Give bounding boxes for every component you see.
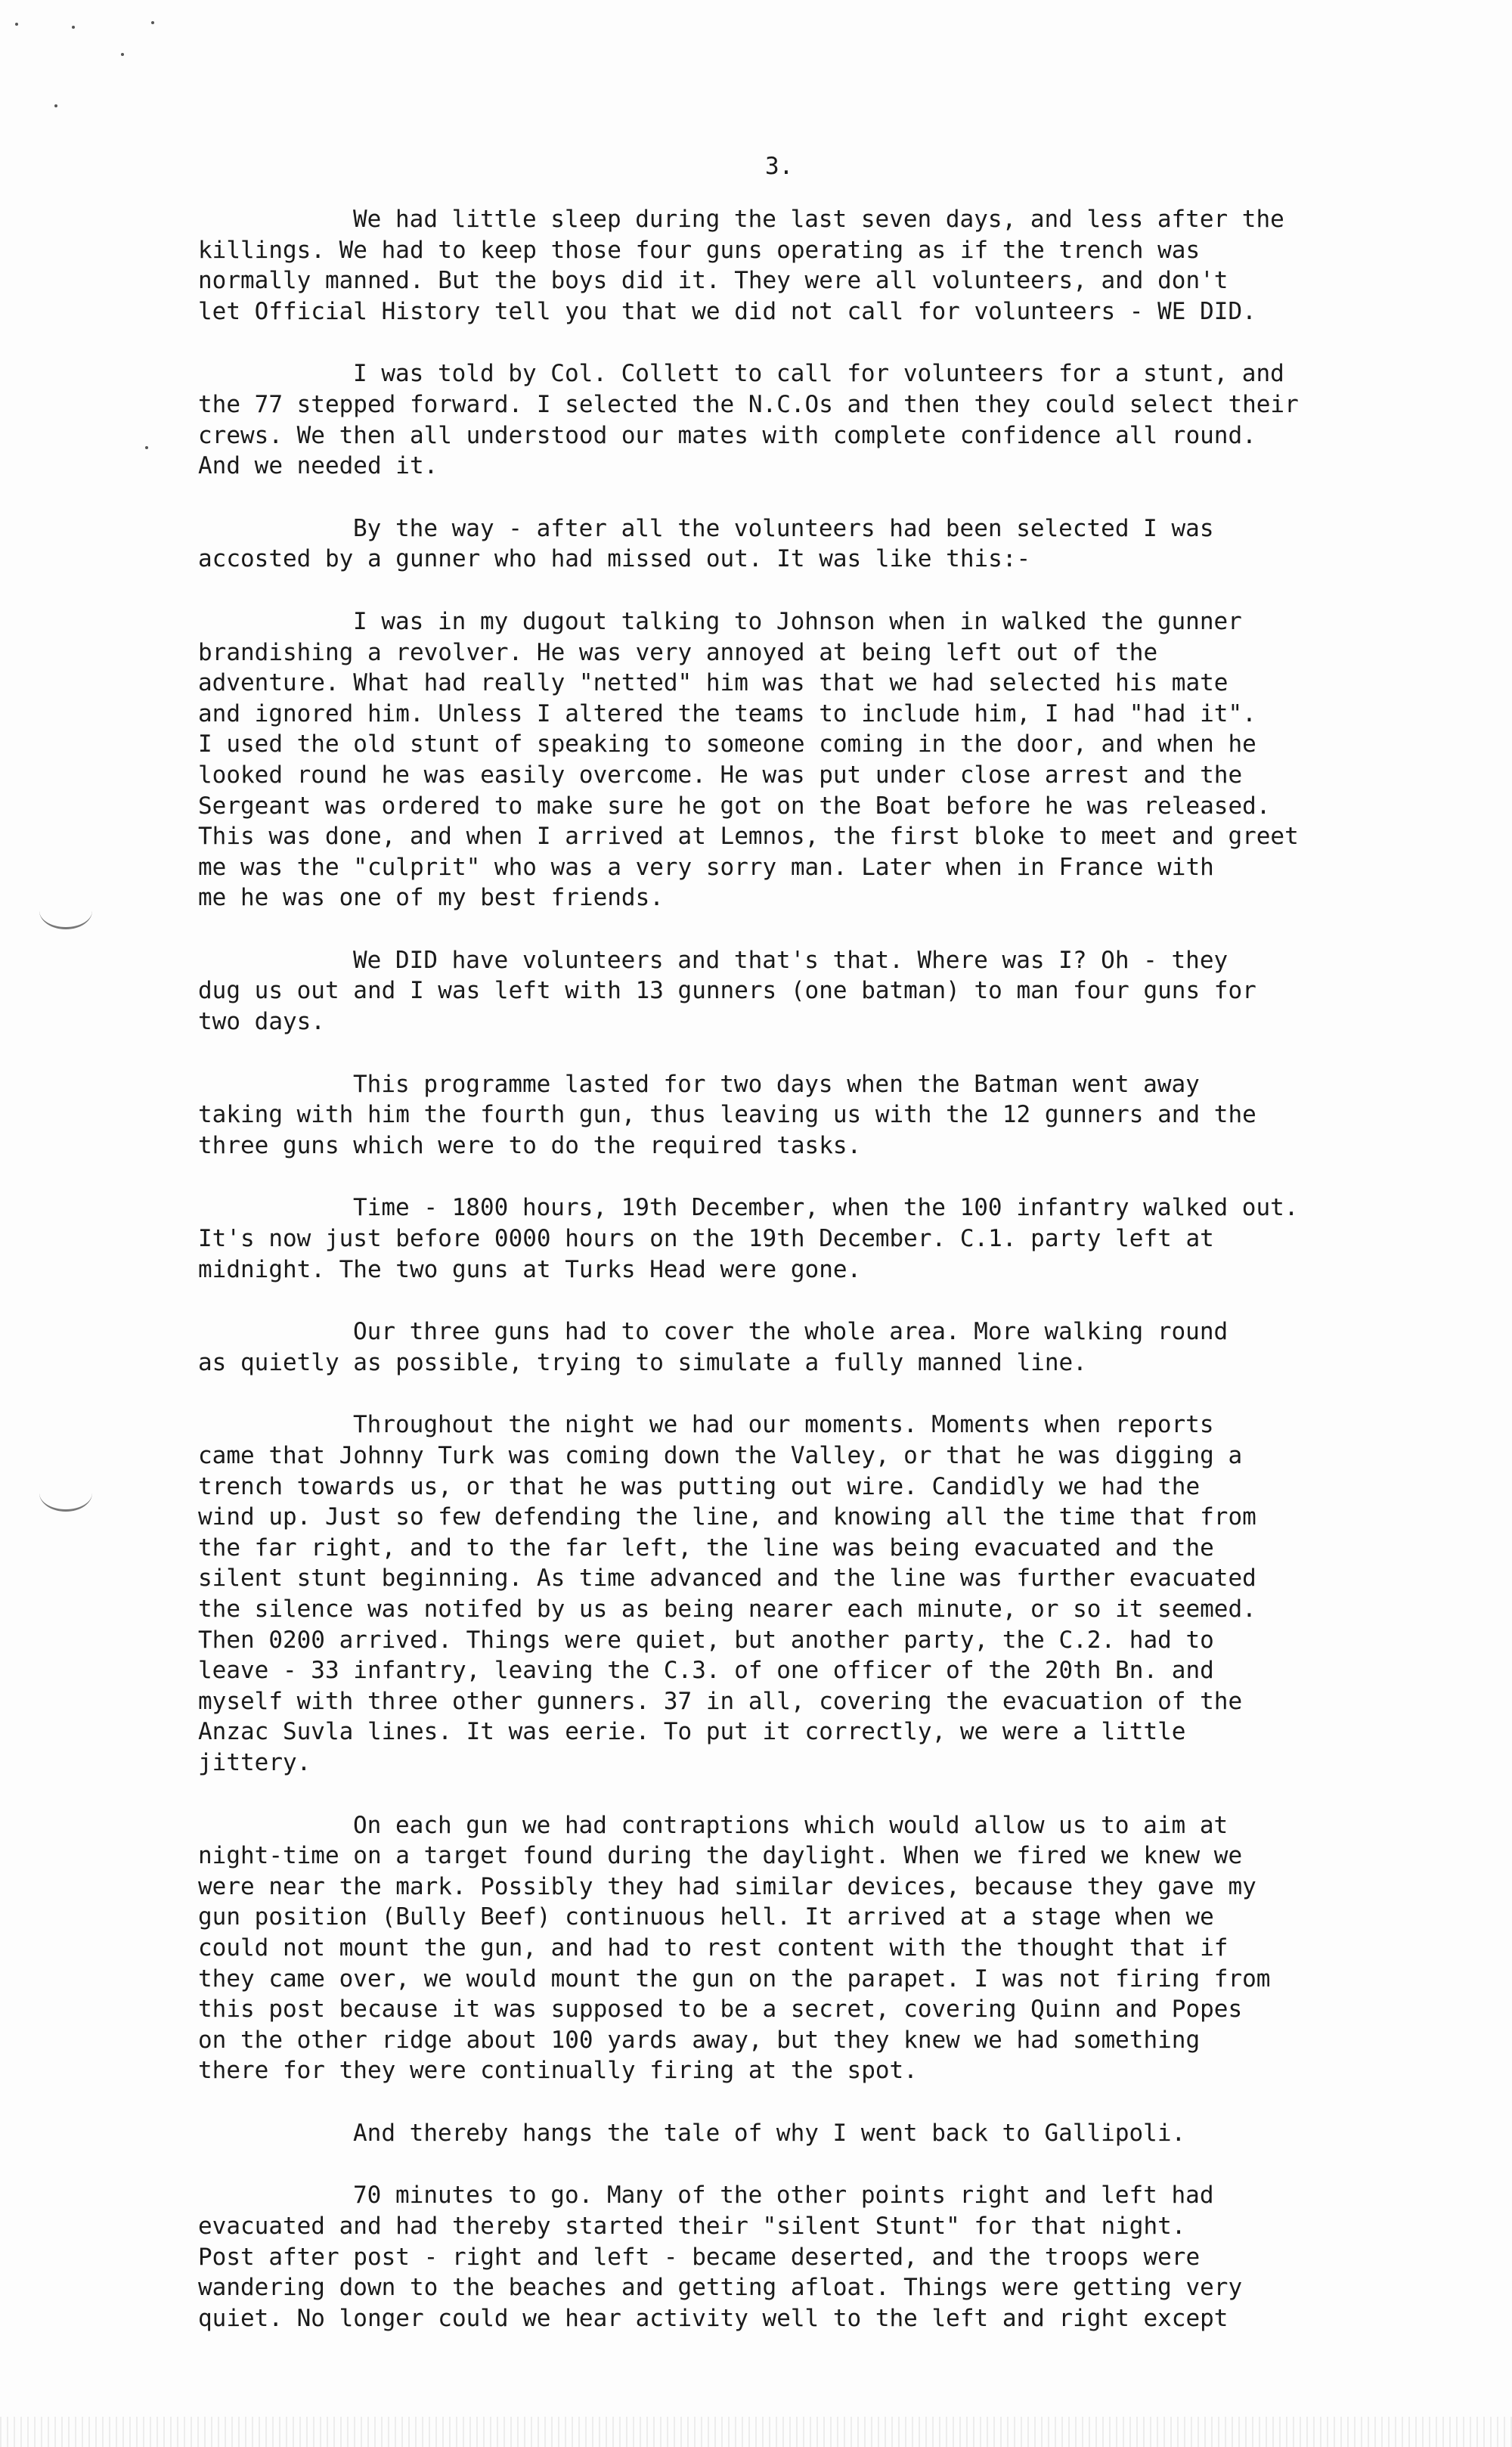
- text-line: trench towards us, or that he was putting out wire. Candidly we had the: [198, 1472, 1201, 1500]
- text-line: accosted by a gunner who had missed out. It was like this:-: [198, 545, 1031, 573]
- text-line: evacuated and had thereby started their "silent Stunt" for that night.: [198, 2213, 1186, 2241]
- paragraph: [198, 1410, 1423, 1778]
- text-line: the far right, and to the far left, the line was being evacuated and the: [198, 1534, 1214, 1562]
- text-line: I was in my dugout talking to Johnson when in walked the gunner: [353, 607, 1242, 635]
- text-line: came that Johnny Turk was coming down the Valley, or that he was digging a: [198, 1442, 1243, 1469]
- text-line: I was told by Col. Collett to call for volunteers for a stunt, and: [353, 360, 1284, 388]
- scan-speck: [145, 446, 148, 449]
- text-line: taking with him the fourth gun, thus leaving us with the 12 gunners and the: [198, 1101, 1256, 1129]
- text-line: This programme lasted for two days when the Batman went away: [353, 1070, 1200, 1098]
- text-line: By the way - after all the volunteers had been selected I was: [353, 514, 1214, 542]
- text-line: This was done, and when I arrived at Lemnos, the first bloke to meet and greet: [198, 823, 1299, 851]
- text-line: brandishing a revolver. He was very annoyed at being left out of the: [198, 638, 1158, 666]
- text-line: could not mount the gun, and had to rest content with the thought that if: [198, 1934, 1228, 1962]
- text-line: Sergeant was ordered to make sure he got on the Boat before he was released.: [198, 792, 1271, 820]
- text-line: Post after post - right and left - became deserted, and the troops were: [198, 2243, 1201, 2271]
- punch-hole-mark: [39, 892, 92, 929]
- scan-speck: [72, 26, 75, 29]
- text-line: We had little sleep during the last seven days, and less after the: [353, 206, 1284, 233]
- text-line: It's now just before 0000 hours on the 19th December. C.1. party left at: [198, 1225, 1214, 1253]
- text-line: silent stunt beginning. As time advanced and the line was further evacuated: [198, 1565, 1256, 1593]
- paragraph: [198, 513, 1423, 575]
- text-line: Throughout the night we had our moments. Moments when reports: [353, 1411, 1214, 1439]
- text-line: on the other ridge about 100 yards away, but they knew we had something: [198, 2026, 1201, 2054]
- paragraph: [198, 2180, 1423, 2334]
- text-line: wind up. Just so few defending the line, and knowing all the time that from: [198, 1503, 1256, 1531]
- text-line: let Official History tell you that we did not call for volunteers - WE DID.: [198, 297, 1256, 325]
- scan-speck: [15, 23, 18, 26]
- text-line: normally manned. But the boys did it. They were all volunteers, and don't: [198, 267, 1228, 295]
- text-line: wandering down to the beaches and getting afloat. Things were getting very: [198, 2274, 1243, 2302]
- text-line: quiet. No longer could we hear activity well to the left and right except: [198, 2304, 1228, 2332]
- text-line: leave - 33 infantry, leaving the C.3. of one officer of the 20th Bn. and: [198, 1657, 1214, 1685]
- text-line: this post because it was supposed to be a secret, covering Quinn and Popes: [198, 1996, 1243, 2024]
- text-line: We DID have volunteers and that's that. Where was I? Oh - they: [353, 946, 1228, 974]
- paragraph: [198, 358, 1423, 481]
- text-line: the 77 stepped forward. I selected the N.C.Os and then they could select their: [198, 390, 1299, 418]
- punch-hole-mark: [39, 1475, 92, 1512]
- text-line: two days.: [198, 1008, 325, 1036]
- text-line: On each gun we had contraptions which would allow us to aim at: [353, 1811, 1228, 1839]
- text-line: adventure. What had really "netted" him was that we had selected his mate: [198, 669, 1228, 697]
- text-line: looked round he was easily overcome. He was put under close arrest and the: [198, 761, 1243, 789]
- text-line: Anzac Suvla lines. It was eerie. To put it correctly, we were a little: [198, 1718, 1186, 1746]
- text-line: and ignored him. Unless I altered the teams to include him, I had "had it".: [198, 699, 1256, 727]
- paragraph: [198, 945, 1423, 1037]
- text-line: crews. We then all understood our mates with complete confidence all round.: [198, 421, 1256, 449]
- text-line: were near the mark. Possibly they had similar devices, because they gave my: [198, 1872, 1256, 1900]
- text-line: me was the "culprit" who was a very sorry man. Later when in France with: [198, 853, 1214, 881]
- paragraph: [198, 1069, 1423, 1161]
- paragraph: [198, 204, 1423, 327]
- text-line: Our three guns had to cover the whole area. More walking round: [353, 1318, 1228, 1346]
- scan-speck: [54, 104, 57, 107]
- text-line: And we needed it.: [198, 452, 438, 480]
- text-line: And thereby hangs the tale of why I went back to Gallipoli.: [353, 2119, 1186, 2147]
- text-line: three guns which were to do the required tasks.: [198, 1131, 862, 1159]
- text-line: there for they were continually firing at the spot.: [198, 2057, 918, 2085]
- text-line: night-time on a target found during the daylight. When we fired we knew we: [198, 1842, 1243, 1870]
- letter-body: [198, 204, 1423, 2365]
- text-line: Time - 1800 hours, 19th December, when the 100 infantry walked out.: [353, 1194, 1299, 1222]
- text-line: me he was one of my best friends.: [198, 884, 664, 912]
- scan-edge-grain: [0, 2417, 1512, 2447]
- text-line: myself with three other gunners. 37 in all, covering the evacuation of the: [198, 1687, 1243, 1715]
- text-line: Then 0200 arrived. Things were quiet, but another party, the C.2. had to: [198, 1626, 1214, 1654]
- scan-speck: [121, 53, 124, 56]
- text-line: midnight. The two guns at Turks Head were gone.: [198, 1255, 862, 1283]
- paragraph: [198, 606, 1423, 913]
- text-line: gun position (Bully Beef) continuous hell. It arrived at a stage when we: [198, 1903, 1214, 1931]
- text-line: the silence was notifed by us as being nearer each minute, or so it seemed.: [198, 1595, 1256, 1623]
- text-line: they came over, we would mount the gun on the parapet. I was not firing from: [198, 1965, 1271, 1993]
- text-line: killings. We had to keep those four guns operating as if the trench was: [198, 236, 1201, 264]
- paragraph: [198, 1810, 1423, 2086]
- text-line: as quietly as possible, trying to simulate a fully manned line.: [198, 1348, 1087, 1376]
- text-line: I used the old stunt of speaking to someone coming in the door, and when he: [198, 730, 1256, 758]
- text-line: dug us out and I was left with 13 gunners (one batman) to man four guns for: [198, 977, 1256, 1005]
- page-number: 3.: [765, 153, 794, 180]
- text-line: 70 minutes to go. Many of the other points right and left had: [353, 2182, 1214, 2210]
- paragraph: [198, 2118, 1423, 2149]
- paragraph: [198, 1192, 1423, 1285]
- paragraph: [198, 1317, 1423, 1378]
- scan-speck: [151, 21, 154, 24]
- text-line: jittery.: [198, 1748, 311, 1776]
